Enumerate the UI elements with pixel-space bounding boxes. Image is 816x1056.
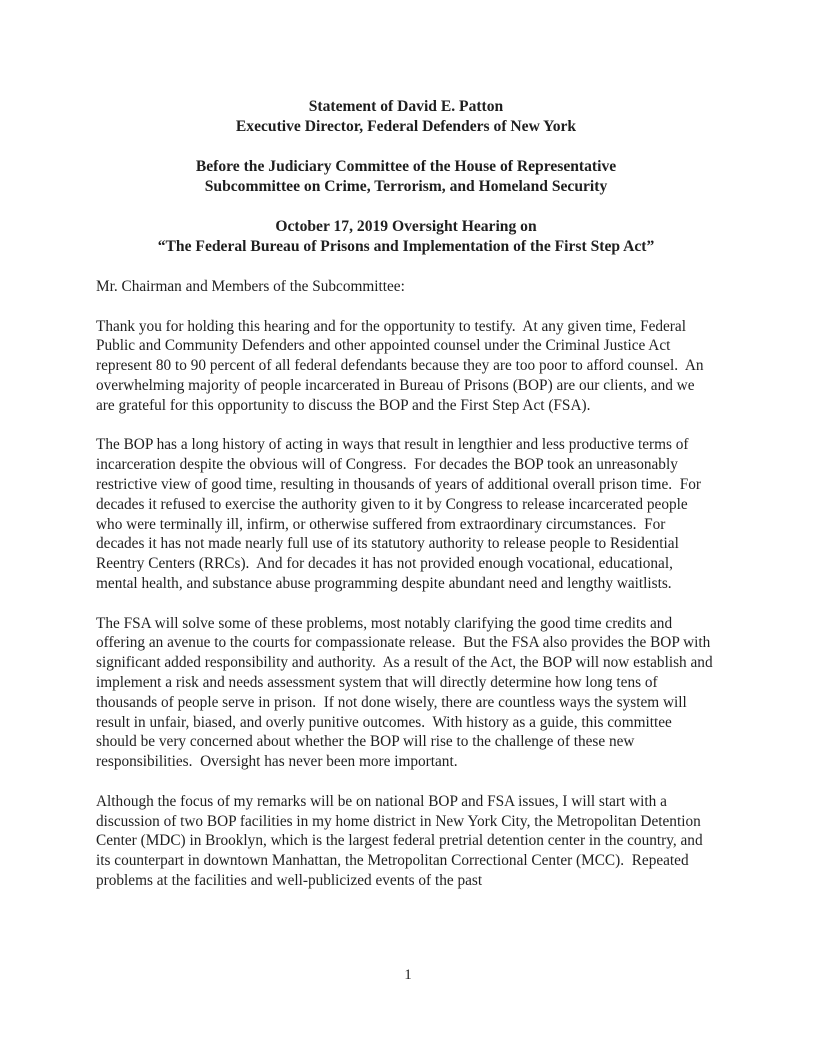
title-block (96, 97, 716, 137)
hearing-line-2: “The Federal Bureau of Prisons and Implementation of the First Step Act” (157, 238, 655, 255)
document-content (96, 97, 716, 911)
committee-line-1: Before the Judiciary Committee of the House of Representative (195, 158, 617, 175)
paragraph-3: The FSA will solve some of these problems, most notably clarifying the good time credits and offering an avenue to the courts for compassionate release. But the FSA also provides the BOP with significant added responsibility and authority. As a result of the Act, the BOP will now establish and implement a risk and needs assessment system that will directly determine how long tens of thousands of people serve in prison. If not done wisely, there are countless ways the system will result in unfair, biased, and overly punitive outcomes. With history as a guide, this committee should be very concerned about whether the BOP will rise to the challenge of these new responsibilities. Oversight has never been more important. (96, 614, 717, 771)
hearing-block (96, 217, 716, 257)
salutation: Mr. Chairman and Members of the Subcommittee: (96, 278, 405, 295)
hearing-line-1: October 17, 2019 Oversight Hearing on (275, 218, 537, 235)
title-line-2: Executive Director, Federal Defenders of New York (235, 118, 577, 135)
title-line-1: Statement of David E. Patton (308, 98, 504, 115)
paragraph-2: The BOP has a long history of acting in ways that result in lengthier and less productive terms of incarceration despite the obvious will of Congress. For decades the BOP took an unreasonably restrictive view of good time, resulting in thousands of years of additional overall prison time. For decades it refused to exercise the authority given to it by Congress to release incarcerated people who were terminally ill, infirm, or otherwise suffered from extraordinary circumstances. For decades it has not made nearly full use of its statutory authority to release people to Residential Reentry Centers (RRCs). And for decades it has not provided enough vocational, educational, mental health, and substance abuse programming despite abundant need and lengthy waitlists. (96, 436, 705, 592)
committee-block (96, 157, 716, 197)
paragraph-4: Although the focus of my remarks will be on national BOP and FSA issues, I will start with a discussion of two BOP facilities in my home district in New York City, the Metropolitan Detention Center (MDC) in Brooklyn, which is the largest federal pretrial detention center in the country, and its counterpart in downtown Manhattan, the Metropolitan Correctional Center (MCC). Repeated problems at the facilities and well-publicized events of the past (96, 792, 707, 889)
page-number: 1 (404, 967, 412, 983)
paragraph-1: Thank you for holding this hearing and for the opportunity to testify. At any given time, Federal Public and Community Defenders and other appointed counsel under the Criminal Justice Act represent 80 to 90 percent of all federal defendants because they are too poor to afford counsel. An overwhelming majority of people incarcerated in Bureau of Prisons (BOP) are our clients, and we are grateful for this opportunity to discuss the BOP and the First Step Act (FSA). (96, 317, 708, 414)
committee-line-2: Subcommittee on Crime, Terrorism, and Homeland Security (204, 178, 608, 195)
